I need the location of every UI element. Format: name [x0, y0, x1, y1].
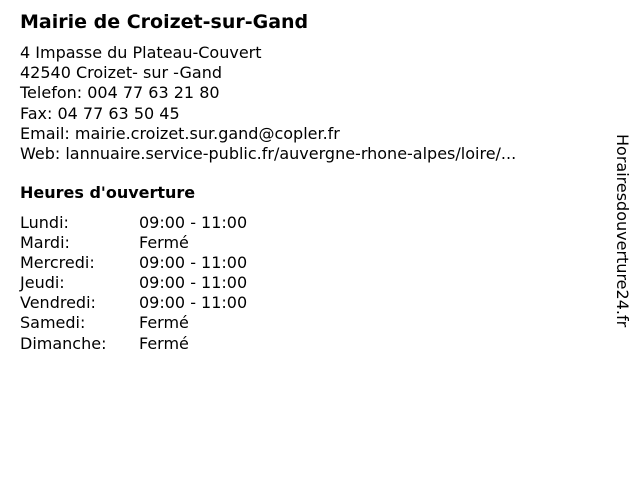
day-label: Dimanche: — [20, 333, 107, 353]
time-value: 09:00 - 11:00 — [139, 273, 248, 293]
time-value: 09:00 - 11:00 — [139, 253, 248, 273]
day-label: Samedi: — [20, 313, 86, 333]
day-label: Mercredi: — [20, 253, 95, 273]
fax-number: Fax: 04 77 63 50 45 — [20, 103, 180, 123]
day-label: Lundi: — [20, 213, 69, 232]
page-title: Mairie de Croizet-sur-Gand — [20, 11, 309, 33]
time-value: 09:00 - 11:00 — [139, 213, 248, 232]
time-value: Fermé — [139, 233, 189, 253]
day-label: Vendredi: — [20, 293, 96, 313]
opening-hours-heading: Heures d'ouverture — [20, 183, 196, 202]
website-url: Web: lannuaire.service-public.fr/auvergne-rhone-alpes/loire/... — [20, 143, 517, 163]
phone-number: Telefon: 004 77 63 21 80 — [20, 83, 220, 103]
site-watermark: Horairesdouverture24.fr — [613, 134, 632, 328]
street-address: 4 Impasse du Plateau-Couvert — [20, 43, 262, 62]
contact-block — [20, 43, 516, 164]
time-value: Fermé — [139, 333, 189, 353]
time-value: 09:00 - 11:00 — [139, 293, 248, 313]
email-address: Email: mairie.croizet.sur.gand@copler.fr — [20, 123, 340, 143]
day-label: Mardi: — [20, 233, 70, 253]
time-value: Fermé — [139, 313, 189, 333]
day-label: Jeudi: — [20, 273, 65, 293]
city-postal-code: 42540 Croizet- sur -Gand — [20, 63, 222, 83]
